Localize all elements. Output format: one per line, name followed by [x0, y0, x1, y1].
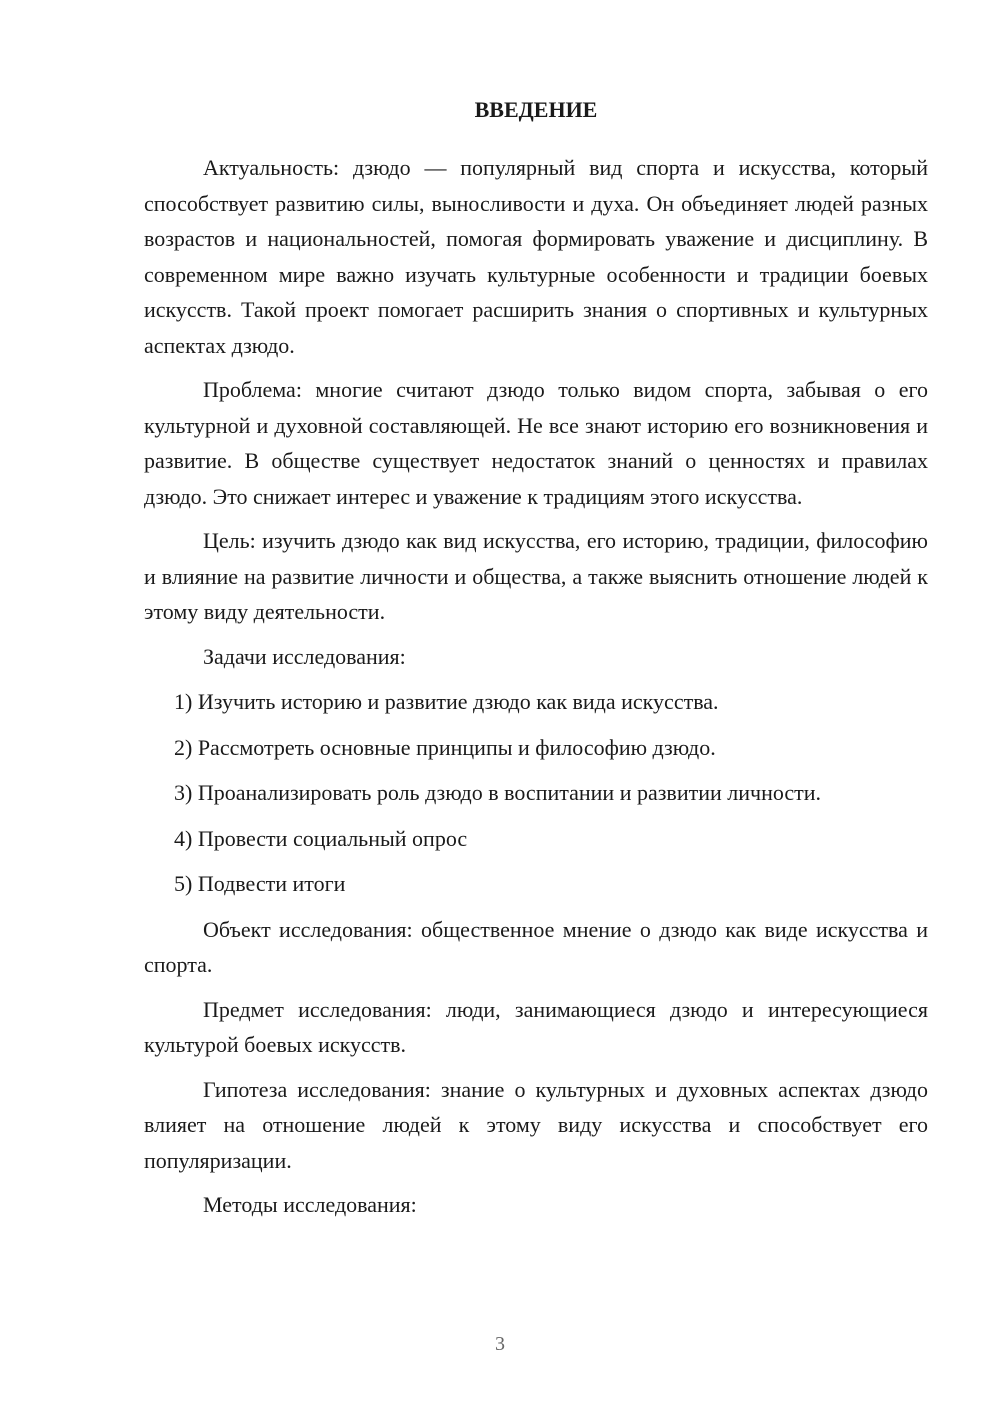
object-paragraph: Объект исследования: общественное мнение о дзюдо как виде искусства и спорта. [144, 916, 928, 977]
subject-paragraph: Предмет исследования: люди, занимающиеся дзюдо и интересующиеся культурой боевых искусств. [144, 996, 928, 1057]
relevance-paragraph: Актуальность: дзюдо — популярный вид спорта и искусства, который способствует развитию силы, выносливости и духа. Он объединяет людей разных возрастов и национальностей, помогая формировать уважение и дисциплину. В современном мире важно изучать культурные особенности и традиции боевых искусств. Такой проект помогает расширить знания о спортивных и культурных аспектах дзюдо. [144, 155, 928, 358]
page-number: 3 [495, 1333, 505, 1355]
goal-paragraph: Цель: изучить дзюдо как вид искусства, его историю, традиции, философию и влияние на развитие личности и общества, а также выяснить отношение людей к этому виду деятельности. [144, 528, 928, 624]
list-item: 1) Изучить историю и развитие дзюдо как вида искусства. [174, 689, 719, 714]
list-item: 2) Рассмотреть основные принципы и философию дзюдо. [174, 734, 716, 760]
hypothesis-paragraph: Гипотеза исследования: знание о культурных и духовных аспектах дзюдо влияет на отношение людей к этому виду искусства и способствует его популяризации. [144, 1076, 928, 1173]
page-title: ВВЕДЕНИЕ [474, 97, 598, 122]
methods-heading: Методы исследования: [203, 1192, 417, 1217]
tasks-heading: Задачи исследования: [203, 643, 406, 669]
list-item: 5) Подвести итоги [174, 871, 346, 896]
tasks-list [144, 684, 928, 902]
list-item: 4) Провести социальный опрос [174, 825, 468, 851]
page-content [144, 94, 928, 1233]
problem-paragraph: Проблема: многие считают дзюдо только видом спорта, забывая о его культурной и духовной составляющей. Не все знают историю его возникновения и развитие. В обществе существует недостаток знаний о ценностях и правилах дзюдо. Это снижает интерес и уважение к традициям этого искусства. [144, 377, 928, 509]
list-item: 3) Проанализировать роль дзюдо в воспитании и развитии личности. [174, 780, 822, 805]
